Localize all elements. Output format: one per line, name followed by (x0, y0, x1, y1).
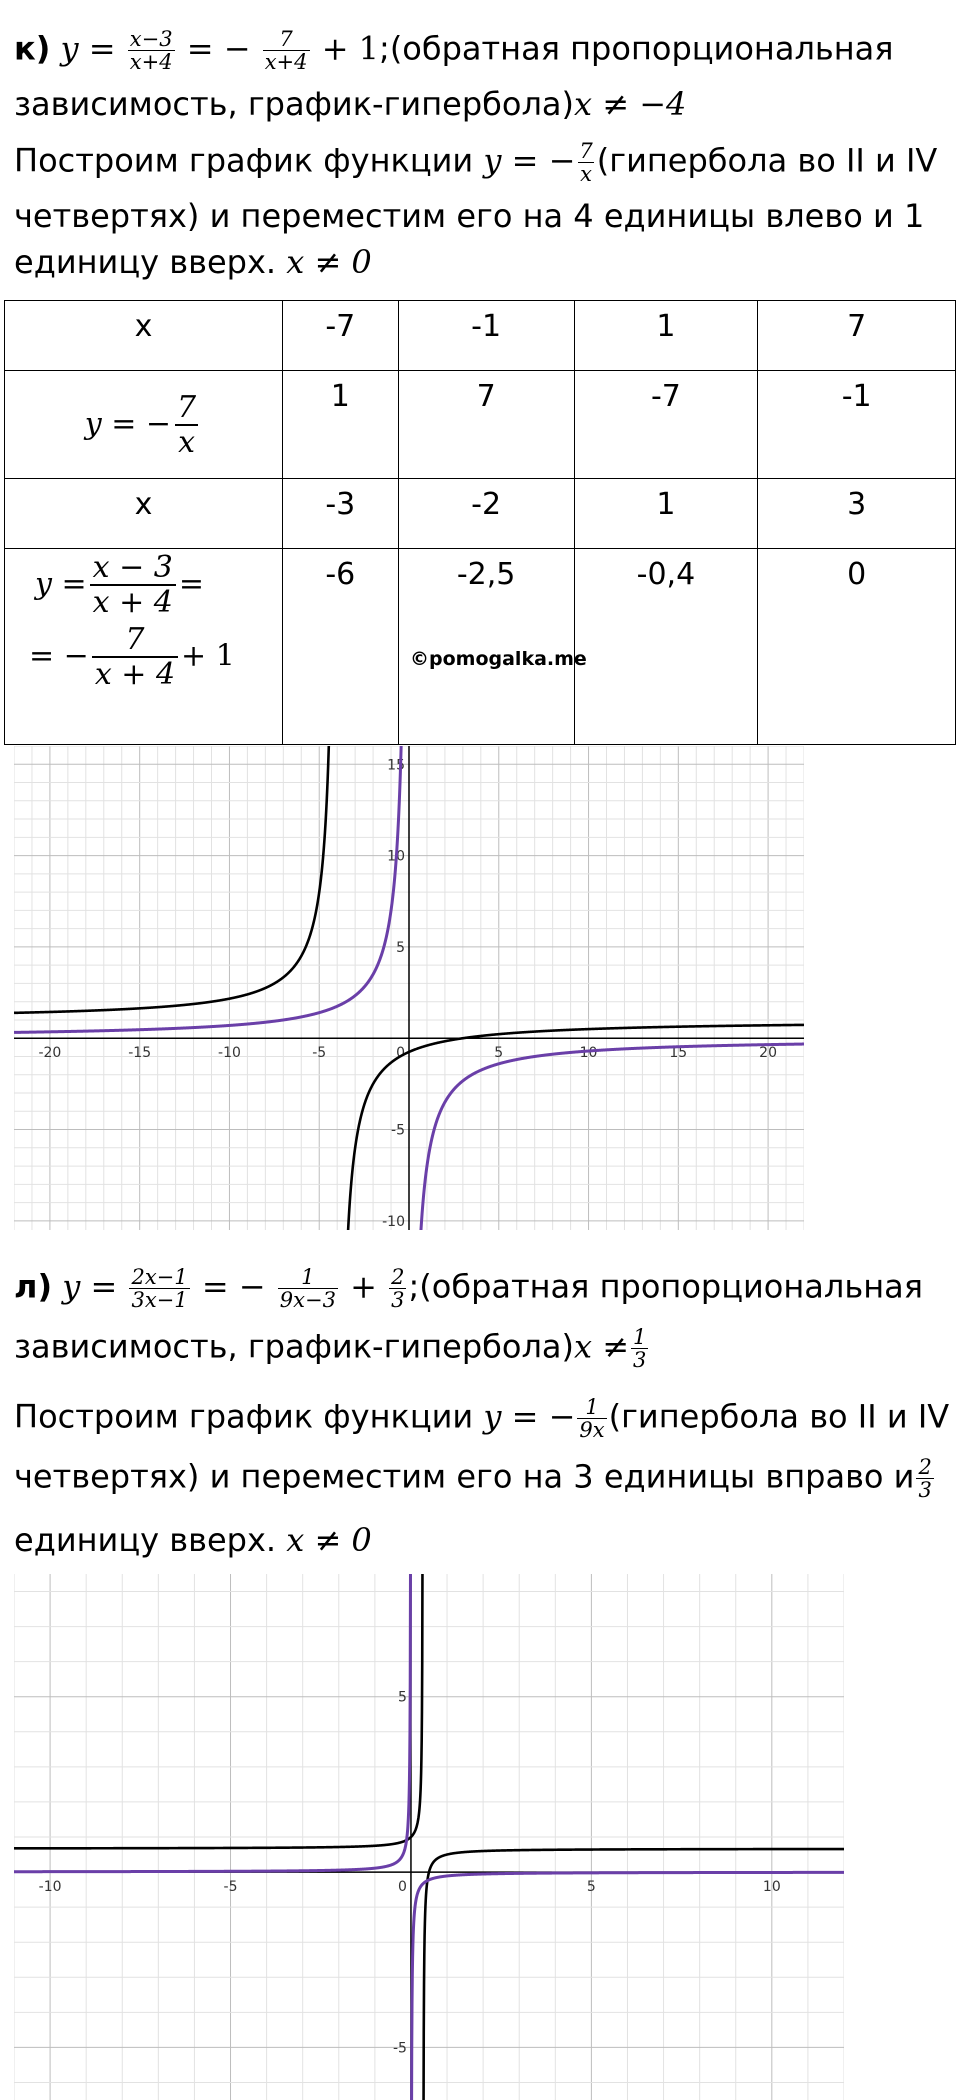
x-tick-label: -5 (223, 1879, 238, 1896)
table-cell: -0,4 (574, 549, 758, 745)
eq-k-num1: x−3 (129, 27, 173, 51)
row4-line2 (29, 623, 282, 691)
x-tick-label: 0 (396, 1045, 405, 1062)
series-curve (423, 1849, 844, 2100)
base-l-frac (577, 1396, 606, 1441)
table-cell: 1 (574, 301, 758, 371)
row4-line1 (35, 551, 282, 619)
section-k-text3b: (гипербола во II и IV (596, 141, 938, 180)
row2-lhs: y = − (84, 406, 172, 441)
table-row-label (5, 371, 283, 479)
eq-k-frac2 (263, 28, 310, 73)
row4-d1: x + 4 (90, 584, 176, 619)
eq-k-mid: = − (186, 29, 251, 68)
watermark: ©pomogalka.me (410, 648, 587, 670)
section-k-letter: к) (14, 29, 51, 68)
base-k-num: 7 (579, 139, 593, 163)
base-l-num: 1 (585, 1395, 599, 1419)
table-row (5, 301, 956, 371)
section-k-condition: x ≠ −4 (573, 85, 687, 123)
y-tick-label: -5 (391, 1122, 405, 1139)
x-tick-label: 5 (586, 1879, 596, 1896)
section-k-line5 (14, 243, 372, 281)
x-tick-label: -5 (312, 1045, 327, 1062)
section-k-condition2: x ≠ 0 (286, 243, 372, 281)
section-l-letter: л) (14, 1267, 53, 1306)
table-cell: x (5, 301, 283, 371)
section-l-text4: четвертях) и переместим его на 3 единицы вправо и (14, 1457, 915, 1496)
table-cell: -3 (282, 479, 398, 549)
eq-l-num2: 1 (301, 1265, 315, 1289)
x-tick-label: 15 (669, 1045, 688, 1062)
table-cell: -7 (282, 301, 398, 371)
row2-frac (174, 391, 199, 459)
cond-l-frac (631, 1326, 648, 1371)
section-l-line1 (14, 1266, 923, 1311)
section-l-text1: ;(обратная пропорциональная (408, 1267, 923, 1306)
table-row (5, 549, 956, 745)
y-tick-label: 5 (398, 1689, 407, 1706)
eq-k-den1: x+4 (129, 50, 173, 75)
x-tick-label: -10 (38, 1879, 62, 1896)
table-cell: 1 (574, 479, 758, 549)
cond-l-num: 1 (633, 1325, 647, 1349)
x-tick-label: -20 (38, 1045, 62, 1062)
eq-k-lhs: y = (60, 29, 116, 68)
section-k-text1: ;(обратная пропорциональная (379, 29, 894, 68)
cond-l-den: 3 (633, 1348, 647, 1373)
x-tick-label: -15 (128, 1045, 152, 1062)
shift-l-frac (916, 1456, 933, 1501)
table-cell: 7 (398, 371, 574, 479)
x-tick-label: 10 (579, 1045, 598, 1062)
section-k-text5: единицу вверх. (14, 243, 287, 281)
section-k-line4: четвертях) и переместим его на 4 единицы влево и 1 (14, 197, 925, 235)
row2-num: 7 (177, 389, 197, 425)
table-cell: -1 (758, 371, 956, 479)
cond-l-lhs: x ≠ (573, 1327, 630, 1366)
row2-den: x (175, 424, 198, 459)
base-k-lhs: y = − (483, 141, 576, 180)
eq-l-lhs: y = (62, 1267, 118, 1306)
table-cell: -2 (398, 479, 574, 549)
x-tick-label: 5 (494, 1045, 504, 1062)
x-tick-label: 0 (398, 1879, 407, 1896)
eq-l-frac2 (278, 1266, 338, 1311)
eq-l-mid: = − (201, 1267, 266, 1306)
section-k-text2: зависимость, график-гипербола) (14, 85, 574, 123)
row4-frac2 (92, 623, 178, 691)
section-l-text2: зависимость, график-гипербола) (14, 1327, 574, 1366)
section-k-line1 (14, 28, 894, 73)
x-tick-label: 10 (762, 1879, 781, 1896)
series-curve (14, 1574, 411, 1872)
base-l-lhs: y = − (483, 1397, 576, 1436)
section-l-line2 (14, 1326, 650, 1371)
section-k-line3 (14, 140, 937, 185)
table-row (5, 479, 956, 549)
y-tick-label: 10 (387, 848, 405, 865)
y-tick-label: 5 (396, 939, 405, 956)
section-k-text3a: Построим график функции (14, 141, 484, 180)
row4-d2: x + 4 (92, 656, 178, 691)
eq-k-frac1 (128, 28, 175, 73)
row4-frac1 (90, 551, 176, 619)
y-tick-label: -5 (392, 2040, 407, 2057)
table-cell: 0 (758, 549, 956, 745)
shift-l-den: 3 (918, 1478, 932, 1503)
base-k-den: x (580, 162, 593, 187)
section-k-line2 (14, 85, 687, 123)
base-k-frac (577, 140, 594, 185)
section-l-condition2: x ≠ 0 (286, 1521, 372, 1559)
row4-n1: x − 3 (92, 550, 173, 585)
eq-l-den3: 3 (391, 1288, 405, 1313)
base-l-den: 9x (579, 1418, 605, 1443)
table-cell: -7 (574, 371, 758, 479)
eq-l-den2: 9x−3 (279, 1288, 336, 1313)
section-l-text3a: Построим график функции (14, 1397, 484, 1436)
row4-l1: y = (35, 566, 87, 602)
table-cell: -6 (282, 549, 398, 745)
eq-l-frac1 (129, 1266, 189, 1311)
eq-l-den1: 3x−1 (131, 1288, 188, 1313)
graph-l (14, 1574, 844, 2100)
section-l-text3b: (гипербола во II и IV (608, 1397, 950, 1436)
graph-k (14, 746, 804, 1230)
eq-k-num2: 7 (279, 27, 293, 51)
y-tick-label: 15 (387, 757, 405, 774)
table-cell: 1 (282, 371, 398, 479)
series-curve (14, 1574, 423, 1848)
section-l-line3 (14, 1396, 949, 1441)
eq-l-num3: 2 (391, 1265, 405, 1289)
eq-l-frac3 (389, 1266, 406, 1311)
section-l-text5: единицу вверх. (14, 1521, 287, 1559)
table-cell: -1 (398, 301, 574, 371)
row4-e1: = (178, 566, 204, 602)
eq-k-den2: x+4 (264, 50, 308, 75)
section-l-line4 (14, 1456, 936, 1501)
table-row (5, 371, 956, 479)
values-table (4, 300, 956, 745)
row4-l2: = − (29, 638, 89, 674)
eq-l-num1: 2x−1 (131, 1265, 188, 1289)
row4-e2: + 1 (181, 638, 235, 674)
x-tick-label: -10 (218, 1045, 241, 1062)
table-row-label (5, 549, 283, 745)
row4-n2: 7 (125, 622, 145, 657)
table-cell: 3 (758, 479, 956, 549)
shift-l-num: 2 (918, 1455, 932, 1479)
table-cell: -2,5 (398, 549, 574, 745)
x-tick-label: 20 (759, 1045, 778, 1062)
section-l-line5 (14, 1521, 372, 1559)
table-cell: 7 (758, 301, 956, 371)
eq-l-plus: + (350, 1267, 377, 1306)
y-tick-label: -10 (382, 1213, 405, 1230)
eq-k-tail: + 1 (321, 29, 380, 68)
table-cell: x (5, 479, 283, 549)
